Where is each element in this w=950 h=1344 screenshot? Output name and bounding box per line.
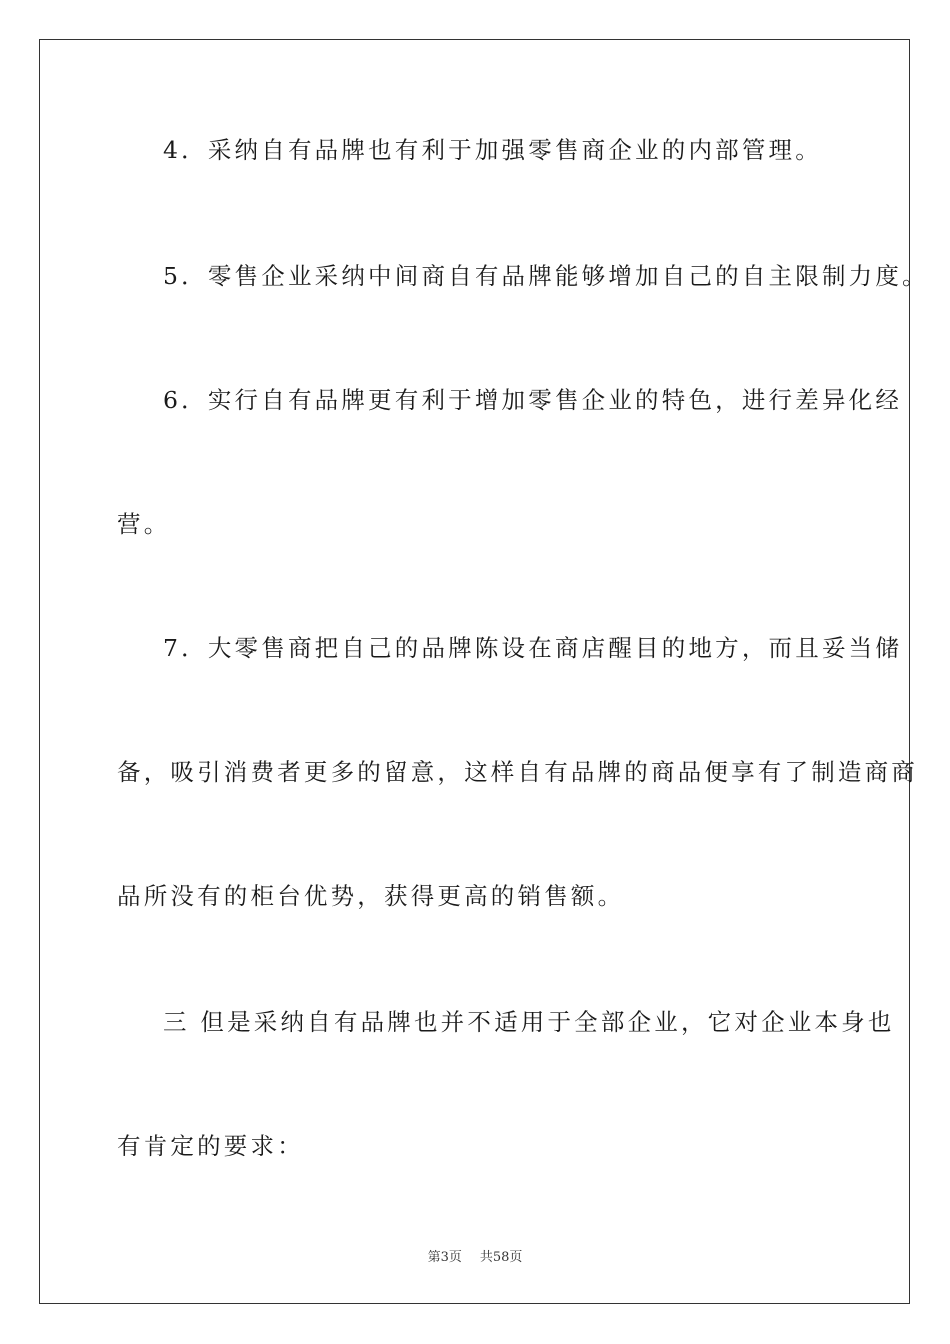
paragraph-4-line-1: 4．采纳自有品牌也有利于加强零售商企业的内部管理。 [163, 136, 822, 164]
section-3-line-1: 三 但是采纳自有品牌也并不适用于全部企业，它对企业本身也 [163, 1008, 895, 1036]
page-footer [0, 1246, 950, 1265]
paragraph-7-line-3: 品所没有的柜台优势，获得更高的销售额。 [117, 882, 625, 910]
paragraph-5-line-1: 5．零售企业采纳中间商自有品牌能够增加自己的自主限制力度。 [163, 262, 929, 290]
paragraph-7-line-1: 7．大零售商把自己的品牌陈设在商店醒目的地方，而且妥当储 [163, 634, 903, 662]
page-number: 第3页 [427, 1250, 462, 1265]
paragraph-6-line-2: 营。 [117, 510, 171, 538]
page-border [39, 39, 929, 1304]
paragraph-6-line-1: 6．实行自有品牌更有利于增加零售企业的特色，进行差异化经 [163, 386, 903, 414]
section-3-line-2: 有肯定的要求： [117, 1132, 304, 1160]
page-total: 共58页 [479, 1250, 523, 1265]
paragraph-7-line-2: 备，吸引消费者更多的留意，这样自有品牌的商品便享有了制造商商 [117, 758, 918, 786]
